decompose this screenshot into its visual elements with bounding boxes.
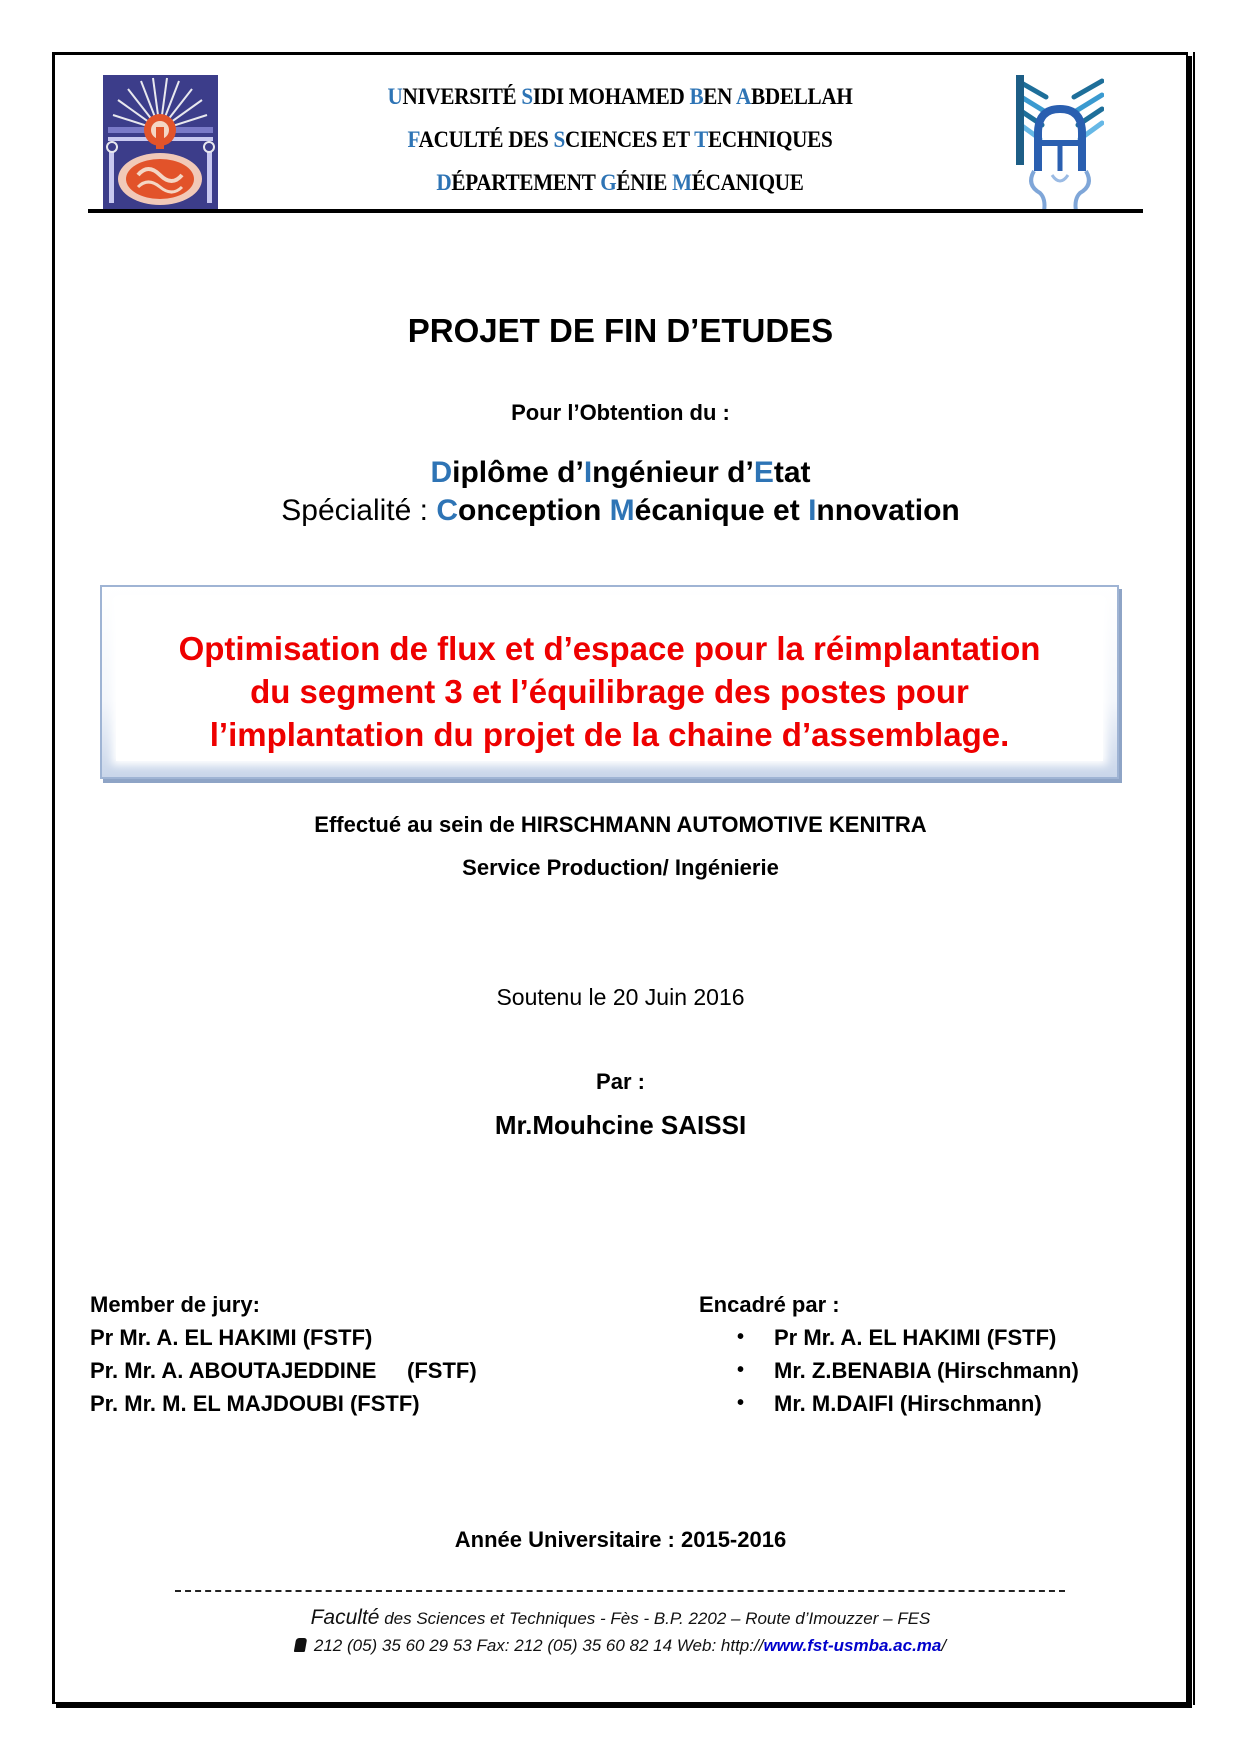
- obtention-label: Pour l’Obtention du :: [511, 400, 730, 425]
- specialty-prefix: Spécialité :: [281, 494, 437, 527]
- supervisor-item: • Mr. Z.BENABIA (Hirschmann): [699, 1354, 1079, 1387]
- header-divider: [88, 209, 1143, 213]
- institution-header: [261, 75, 979, 204]
- service-line: Service Production/ Ingénierie: [462, 855, 779, 880]
- supervisor-item: • Mr. M.DAIFI (Hirschmann): [699, 1387, 1079, 1420]
- website-link[interactable]: www.fst-usmba.ac.ma: [763, 1636, 942, 1655]
- faculty-name: FACULTÉ DES SCIENCES ET TECHNIQUES: [407, 127, 833, 152]
- subject-line: Optimisation de flux et d’espace pour la réimplantation: [178, 630, 1041, 667]
- footer-phone-fax: 212 (05) 35 60 29 53 Fax: 212 (05) 35 60 82 14 Web: http://: [313, 1636, 764, 1655]
- academic-year: Année Universitaire : 2015-2016: [454, 1527, 787, 1552]
- defense-date: Soutenu le 20 Juin 2016: [496, 984, 745, 1010]
- university-name: UNIVERSITÉ SIDI MOHAMED BEN ABDELLAH: [387, 84, 853, 109]
- jury-member: Pr Mr. A. EL HAKIMI (FSTF): [90, 1325, 373, 1350]
- phone-icon: [294, 1638, 307, 1652]
- footer-divider: [175, 1590, 1065, 1592]
- project-subject: [102, 627, 1117, 756]
- supervisors-list: [699, 1321, 1079, 1420]
- university-emblem-logo: [103, 75, 218, 209]
- footer-web-suffix: /: [941, 1636, 947, 1655]
- footer-contact: [0, 1636, 1241, 1656]
- author-name: Mr.Mouhcine SAISSI: [494, 1110, 747, 1140]
- jury-member: Pr. Mr. A. ABOUTAJEDDINE (FSTF): [90, 1358, 477, 1383]
- fst-logo: [1016, 75, 1104, 213]
- par-label: Par :: [596, 1069, 645, 1094]
- subject-line: du segment 3 et l’équilibrage des postes pour: [250, 673, 969, 710]
- document-title: PROJET DE FIN D’ETUDES: [407, 312, 834, 349]
- supervisor-item: • Pr Mr. A. EL HAKIMI (FSTF): [699, 1321, 1079, 1354]
- subject-line: l’implantation du projet de la chaine d’assemblage.: [209, 716, 1010, 753]
- company-line: Effectué au sein de HIRSCHMANN AUTOMOTIVE KENITRA: [314, 812, 927, 837]
- footer-address: [0, 1606, 1241, 1630]
- subject-box: [100, 585, 1119, 779]
- supervisors-heading: Encadré par :: [699, 1292, 840, 1317]
- department-name: DÉPARTEMENT GÉNIE MÉCANIQUE: [436, 170, 804, 195]
- footer-faculte: Faculté: [310, 1606, 380, 1629]
- footer-address-text: des Sciences et Techniques - Fès - B.P. 2202 – Route d’Imouzzer – FES: [379, 1609, 931, 1628]
- supervisors-section: [699, 1288, 1079, 1420]
- jury-heading: Member de jury:: [90, 1292, 260, 1317]
- specialty-name: Conception Mécanique et Innovation: [436, 494, 960, 527]
- jury-member: Pr. Mr. M. EL MAJDOUBI (FSTF): [90, 1391, 420, 1416]
- jury-section: [90, 1288, 477, 1420]
- specialty: [0, 494, 1241, 528]
- diploma-name: Diplôme d’Ingénieur d’Etat: [430, 456, 811, 489]
